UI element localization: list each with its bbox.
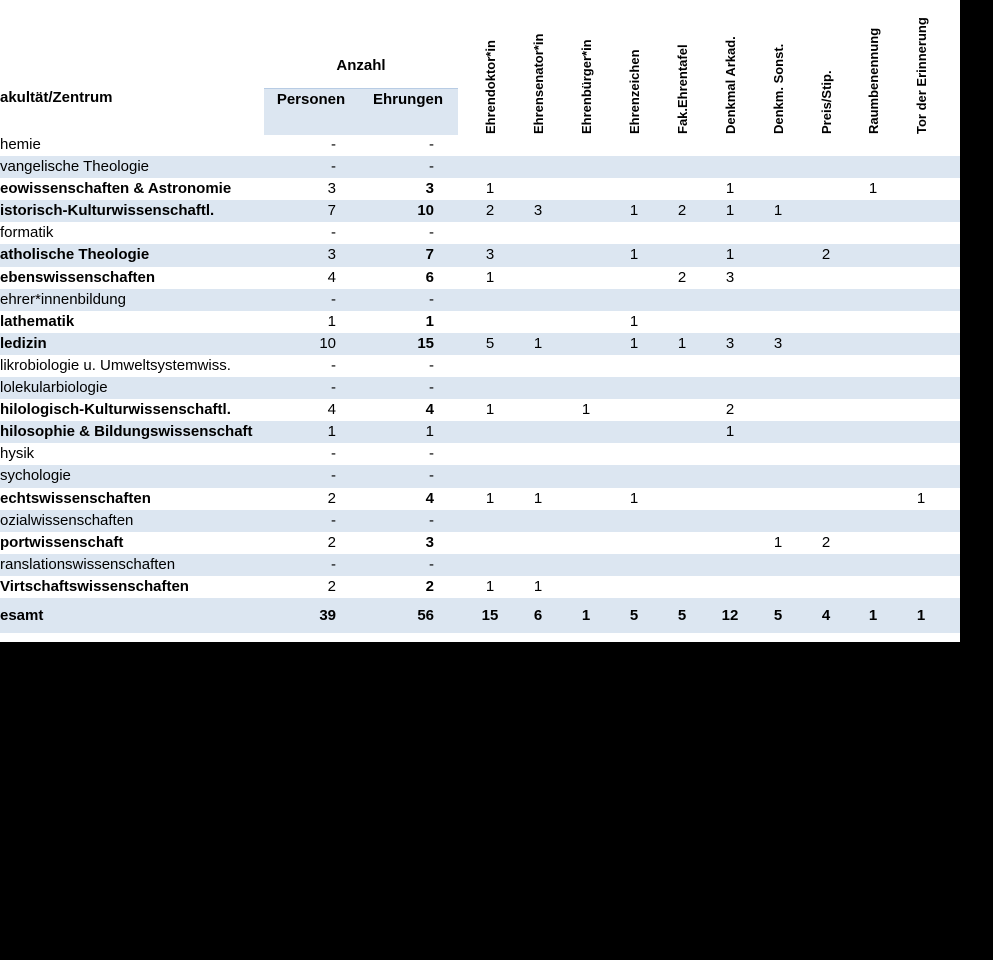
honor-column-header — [658, 4, 706, 134]
personen-count: - — [331, 158, 336, 176]
total-row — [0, 598, 960, 633]
faculty-name: ledizin — [0, 334, 47, 352]
faculty-name: hilologisch-Kulturwissenschaftl. — [0, 401, 231, 419]
faculty-column-header: akultät/Zentrum — [0, 89, 113, 106]
faculty-name: istorisch-Kulturwissenschaftl. — [0, 202, 215, 220]
honor-column-header — [610, 4, 658, 134]
ehrungen-count: - — [429, 555, 434, 573]
honor-column-header — [945, 4, 993, 134]
table-row — [0, 134, 960, 156]
honor-column-header — [754, 4, 802, 134]
honor-count: 3 — [773, 334, 783, 352]
honor-count: 3 — [725, 268, 735, 286]
honor-column-header-label: Denkm. Sonst. — [771, 43, 786, 134]
honor-count: 1 — [629, 202, 639, 220]
honor-count: 1 — [629, 246, 639, 264]
ehrungen-count: 15 — [417, 334, 434, 352]
honor-count: 3 — [725, 334, 735, 352]
honor-column-header — [514, 4, 562, 134]
table-row — [0, 510, 960, 532]
ehrungen-count: - — [429, 158, 434, 176]
ehrungen-count: - — [429, 290, 434, 308]
table-row — [0, 333, 960, 355]
honor-column-header-label: Preis/Stip. — [819, 70, 834, 134]
ehrungen-count: - — [429, 136, 434, 153]
honor-count: 1 — [485, 577, 495, 595]
total-honor-count: 15 — [481, 606, 499, 624]
honor-count: 1 — [725, 246, 735, 264]
honor-count: 1 — [773, 202, 783, 220]
total-honor-count: 6 — [533, 606, 543, 624]
personen-column-header: Personen — [276, 91, 346, 108]
honor-count: 1 — [629, 489, 639, 507]
total-honor-count: 4 — [821, 606, 831, 624]
total-label: esamt — [0, 606, 44, 624]
table-row — [0, 244, 960, 266]
ehrungen-count: 4 — [425, 489, 434, 507]
personen-count: 3 — [327, 180, 336, 198]
honor-column-header-label: Fak.Ehrentafel — [675, 44, 690, 134]
ehrungen-count: 10 — [417, 202, 434, 220]
honor-count: 1 — [485, 268, 495, 286]
honor-count: 1 — [677, 334, 687, 352]
total-honor-count: 12 — [721, 606, 739, 624]
honor-count: 2 — [677, 202, 687, 220]
total-ehrungen: 56 — [417, 606, 434, 624]
personen-count: 2 — [327, 489, 336, 507]
honor-column-header-label: Ehrenbürger*in — [579, 39, 594, 134]
total-honor-count: 5 — [629, 606, 639, 624]
honor-column-header — [802, 4, 850, 134]
ehrungen-count: 2 — [425, 577, 434, 595]
personen-count: 4 — [327, 401, 336, 419]
table-row — [0, 488, 960, 510]
faculty-name: ranslationswissenschaften — [0, 555, 176, 573]
honor-count: 3 — [533, 202, 543, 220]
table-row — [0, 200, 960, 222]
personen-count: - — [331, 356, 336, 374]
ehrungen-count: 7 — [425, 246, 434, 264]
table-row — [0, 311, 960, 333]
table-row — [0, 156, 960, 178]
table-row — [0, 443, 960, 465]
honor-count: 1 — [868, 180, 878, 198]
personen-count: - — [331, 511, 336, 529]
ehrungen-count: 4 — [425, 401, 434, 419]
personen-count: 7 — [327, 202, 336, 220]
ehrungen-count: - — [429, 467, 434, 485]
ehrungen-count: 6 — [425, 268, 434, 286]
personen-count: 1 — [327, 423, 336, 441]
faculty-name: sychologie — [0, 467, 71, 485]
faculty-name: atholische Theologie — [0, 246, 150, 264]
personen-count: - — [331, 445, 336, 463]
faculty-table-body — [0, 134, 960, 633]
honor-count: 1 — [533, 489, 543, 507]
table-row — [0, 222, 960, 244]
personen-count: - — [331, 467, 336, 485]
table-row — [0, 377, 960, 399]
honor-count: 1 — [485, 489, 495, 507]
personen-count: - — [331, 224, 336, 242]
personen-count: 4 — [327, 268, 336, 286]
ehrungen-count: - — [429, 379, 434, 397]
honor-column-header-label: Raumbenennung — [866, 27, 881, 134]
anzahl-group-header: Anzahl — [336, 57, 386, 74]
honor-count: 1 — [773, 533, 783, 551]
total-honor-count: 5 — [677, 606, 687, 624]
ehrungen-count: - — [429, 356, 434, 374]
ehrungen-count: 3 — [425, 180, 434, 198]
personen-count: 3 — [327, 246, 336, 264]
personen-count: - — [331, 290, 336, 308]
faculty-name: echtswissenschaften — [0, 489, 151, 507]
honor-count: 3 — [485, 246, 495, 264]
faculty-name: hilosophie & Bildungswissenschaft — [0, 423, 253, 441]
ehrungen-count: 1 — [425, 423, 434, 441]
honor-column-header — [849, 4, 897, 134]
table-row — [0, 532, 960, 554]
honor-count: 1 — [629, 312, 639, 330]
ehrungen-count: - — [429, 445, 434, 463]
ehrungen-count: 1 — [425, 312, 434, 330]
total-honor-count: 5 — [773, 606, 783, 624]
faculty-name: ozialwissenschaften — [0, 511, 134, 529]
honor-count: 2 — [821, 246, 831, 264]
honor-column-header — [706, 4, 754, 134]
honor-column-header-label: Ehrenzeichen — [627, 49, 642, 134]
faculty-name: hysik — [0, 445, 35, 463]
honor-count: 1 — [533, 334, 543, 352]
personen-count: 1 — [327, 312, 336, 330]
table-row — [0, 554, 960, 576]
personen-count: 2 — [327, 533, 336, 551]
honor-count: 1 — [581, 401, 591, 419]
table-row — [0, 399, 960, 421]
personen-count: 10 — [319, 334, 336, 352]
honor-count: 1 — [485, 401, 495, 419]
honor-column-header-label: Nobelpreisdenkm — [962, 24, 977, 134]
honor-count: 2 — [725, 401, 735, 419]
table-row — [0, 355, 960, 377]
ehrungen-count: - — [429, 511, 434, 529]
honor-column-header-label: Denkmal Arkad. — [723, 36, 738, 134]
faculty-name: ebenswissenschaften — [0, 268, 156, 286]
honor-column-header-label: Ehrensenator*in — [531, 33, 546, 134]
faculty-name: lolekularbiologie — [0, 379, 108, 397]
honor-count: 1 — [725, 180, 735, 198]
honor-column-header-label: Ehrendoktor*in — [483, 40, 498, 134]
honor-count: 1 — [725, 202, 735, 220]
honor-count: 1 — [725, 423, 735, 441]
honor-column-header — [897, 4, 945, 134]
personen-count: - — [331, 555, 336, 573]
honor-column-header — [466, 4, 514, 134]
honor-count: 2 — [485, 202, 495, 220]
honor-count: 1 — [916, 489, 926, 507]
table-row — [0, 289, 960, 311]
table-row — [0, 178, 960, 200]
honor-count: 5 — [485, 334, 495, 352]
faculty-name: formatik — [0, 224, 54, 242]
table-row — [0, 465, 960, 487]
personen-count: 2 — [327, 577, 336, 595]
ehrungen-count: 3 — [425, 533, 434, 551]
total-honor-count: 1 — [581, 606, 591, 624]
honor-count: 2 — [677, 268, 687, 286]
faculty-name: ehrer*innenbildung — [0, 290, 126, 308]
total-honor-count: 1 — [868, 606, 878, 624]
table-row — [0, 421, 960, 443]
ehrungen-column-header: Ehrungen — [373, 91, 443, 108]
honor-column-header — [562, 4, 610, 134]
table-row — [0, 267, 960, 289]
honor-count: 1 — [629, 334, 639, 352]
total-honor-count: 1 — [916, 606, 926, 624]
table-row — [0, 576, 960, 598]
faculty-name: likrobiologie u. Umweltsystemwiss. — [0, 356, 231, 374]
faculty-name: lathematik — [0, 312, 75, 330]
faculty-name: eowissenschaften & Astronomie — [0, 180, 232, 198]
faculty-name: vangelische Theologie — [0, 158, 149, 176]
honor-count: 1 — [485, 180, 495, 198]
total-personen: 39 — [319, 606, 336, 624]
faculty-name: hemie — [0, 136, 41, 153]
ehrungen-count: - — [429, 224, 434, 242]
honor-count: 1 — [533, 577, 543, 595]
honor-count: 2 — [821, 533, 831, 551]
faculty-name: Virtschaftswissenschaften — [0, 577, 189, 595]
faculty-name: portwissenschaft — [0, 533, 124, 551]
personen-count: - — [331, 136, 336, 153]
personen-count: - — [331, 379, 336, 397]
honor-column-header-label: Tor der Erinnerung — [914, 17, 929, 134]
